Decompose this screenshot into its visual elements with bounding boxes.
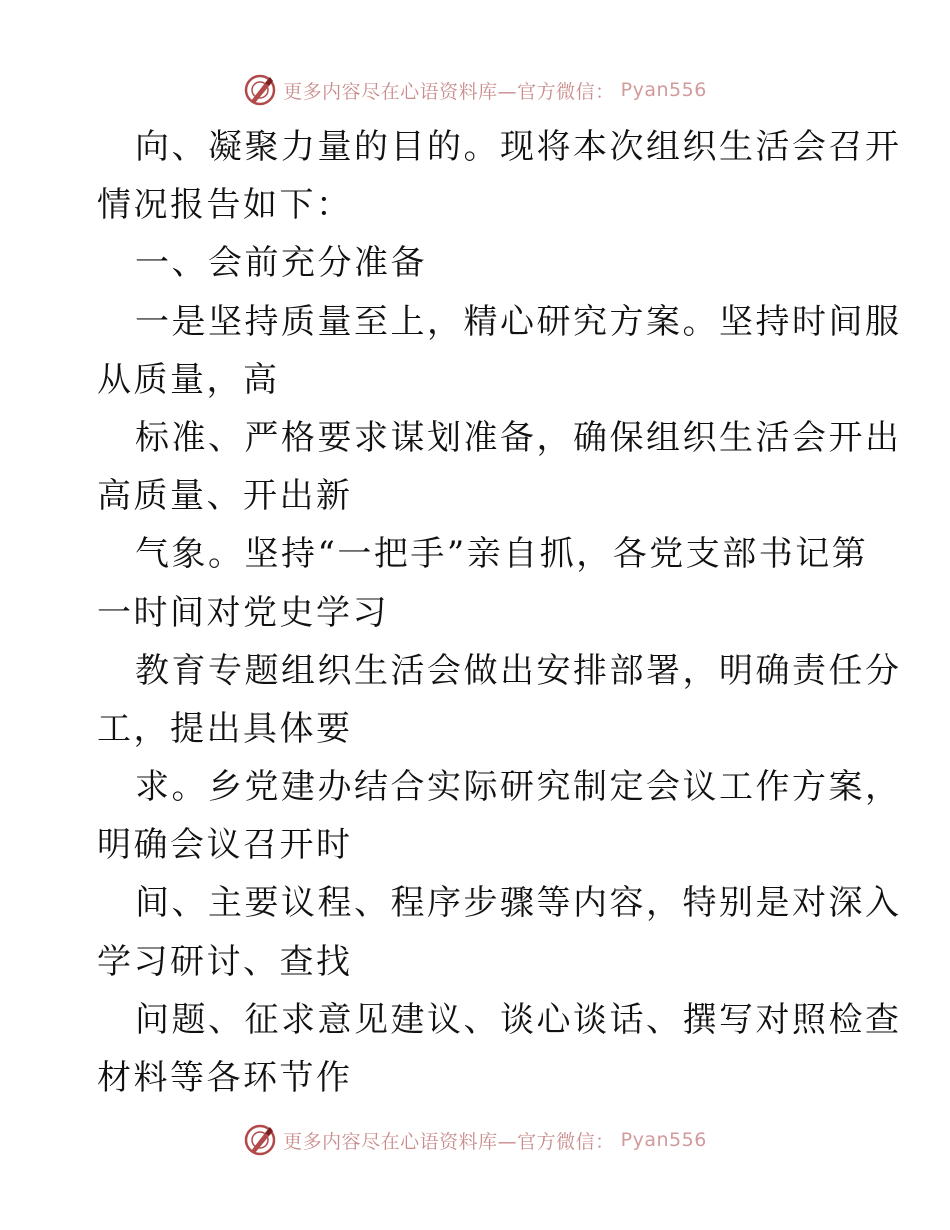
document-body (97, 118, 902, 1107)
pen-logo-icon (243, 73, 277, 107)
pen-logo-icon (243, 1123, 277, 1157)
watermark-text: 更多内容尽在心语资料库—官方微信： (283, 80, 615, 103)
watermark-wechat-id: Pyan556 (620, 1129, 707, 1151)
text-line: 一是坚持质量至上，精心研究方案。坚持时间服 (135, 301, 902, 342)
watermark-text: 更多内容尽在心语资料库—官方微信： (283, 1130, 615, 1153)
text-line: 间、主要议程、程序步骤等内容，特别是对深入 (135, 883, 902, 924)
text-line: 高质量、开出新 (97, 476, 353, 517)
text-line: 情况报告如下： (97, 185, 353, 226)
header-watermark (0, 70, 950, 110)
text-line: 学习研讨、查找 (97, 941, 353, 982)
text-line: 教育专题组织生活会做出安排部署，明确责任分 (135, 650, 902, 691)
text-line: 向、凝聚力量的目的。现将本次组织生活会召开 (135, 127, 902, 167)
text-line: 气象。坚持“一把手”亲自抓，各党支部书记第 (135, 534, 869, 575)
text-line: 求。乡党建办结合实际研究制定会议工作方案， (135, 767, 902, 808)
text-line: 标准、严格要求谋划准备，确保组织生活会开出 (135, 417, 902, 458)
text-line: 工，提出具体要 (97, 708, 353, 749)
text-line: 从质量，高 (97, 359, 280, 400)
footer-watermark (0, 1120, 950, 1160)
text-line: 一时间对党史学习 (97, 592, 389, 633)
text-line: 材料等各环节作 (97, 1058, 353, 1098)
section-heading: 一、会前充分准备 (135, 243, 427, 284)
text-line: 明确会议召开时 (97, 825, 353, 866)
text-line: 问题、征求意见建议、谈心谈话、撰写对照检查 (135, 999, 902, 1040)
watermark-wechat-id: Pyan556 (620, 79, 707, 101)
